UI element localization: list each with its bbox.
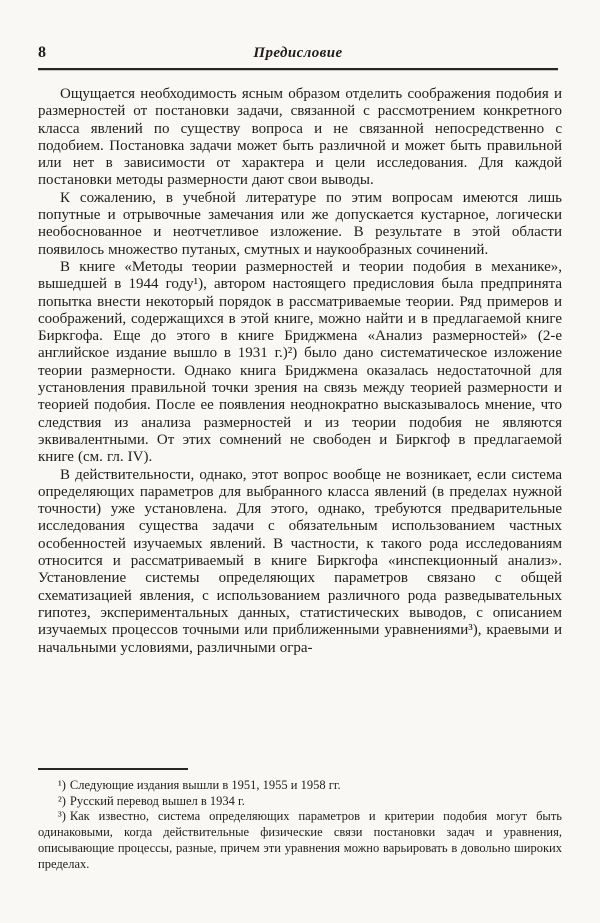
footnote-1 — [38, 778, 562, 794]
footnotes-section — [38, 768, 562, 872]
paragraph-3: В книге «Методы теории размерностей и теории подобия в механике», вышедшей в 1944 году¹), автором настоящего предисловия была предпринята попытка внести некоторый порядок в рассматриваемые теории. Ряд примеров и соображений, содержащихся в этой книге, можно найти и в предлагаемой книге Биркгофа. Еще до этого в книге Бриджмена «Анализ размерностей» (2-е английское издание вышло в 1931 г.)²) было дано систематическое изложение теории размерности. Однако книга Бриджмена оказалась недостаточной для установления правильной точки зрения на связь между теорией размерности и теорией подобия. После ее появления неоднократно высказывалось мнение, что следствия из анализа размерностей и из теории подобия не являются эквивалентными. От этих сомнений не свободен и Биркгоф в предлагаемой книге (см. гл. IV). — [38, 258, 562, 466]
header-rule — [38, 68, 558, 70]
body-text — [38, 86, 562, 657]
footnote-1-marker: ¹) — [58, 778, 66, 792]
paragraph-1: Ощущается необходимость ясным образом отделить соображения подобия и размерностей от постановки задачи, связанной с рассмотрением конкретного класса явлений по существу вопроса и не связанной непосредственно с подобием. Постановка задачи может быть различной и может быть правильной или нет в зависимости от характера и цели исследования. Для каждой постановки методы размерности дают свои выводы. — [38, 86, 562, 189]
running-title: Предисловие — [253, 45, 343, 61]
paragraph-4: В действительности, однако, этот вопрос вообще не возникает, если система определяющих параметров для выбранного класса явлений (в пределах нужной точности) уже установлена. Для этого, однако, требуются предварительные исследования существа задачи с обязательным использованием частных особенностей изучаемых явлений. В частности, к такого рода исследованиям относится и рассматриваемый в книге Биркгофа «инспекционный анализ». Установление системы определяющих параметров связано с общей схематизацией явления, с использованием различного рода разведывательных гипотез, экспериментальных данных, статистических выводов, с описанием изучаемых процессов точными или приближенными уравнениями³), краевыми и начальными условиями, различными огра- — [38, 466, 562, 656]
footnote-2-text: Русский перевод вышел в 1934 г. — [69, 793, 245, 808]
footnote-separator-rule — [38, 768, 188, 770]
footnote-1-text: Следующие издания вышли в 1951, 1955 и 1958 гг. — [69, 778, 341, 792]
page-number: 8 — [38, 44, 47, 61]
footnote-2-marker: ²) — [58, 793, 66, 808]
footnote-2 — [38, 794, 562, 810]
footnote-3-marker: ³) — [58, 809, 66, 824]
footnote-3-text: Как известно, система определяющих параметров и критерии подобия могут быть одинаковыми, когда действительные физические связи постановки задач и уравнения, описывающие процессы, разные, причем эти уравнения можно варьировать в довольно широких пределах. — [38, 809, 562, 871]
paragraph-2: К сожалению, в учебной литературе по этим вопросам имеются лишь попутные и отрывочные замечания или же допускается кустарное, логически необоснованное и неотчетливое изложение. В результате в этой области появилось множество путаных, смутных и наукообразных сочинений. — [38, 189, 562, 258]
running-head — [38, 44, 558, 64]
footnote-3 — [38, 809, 562, 872]
